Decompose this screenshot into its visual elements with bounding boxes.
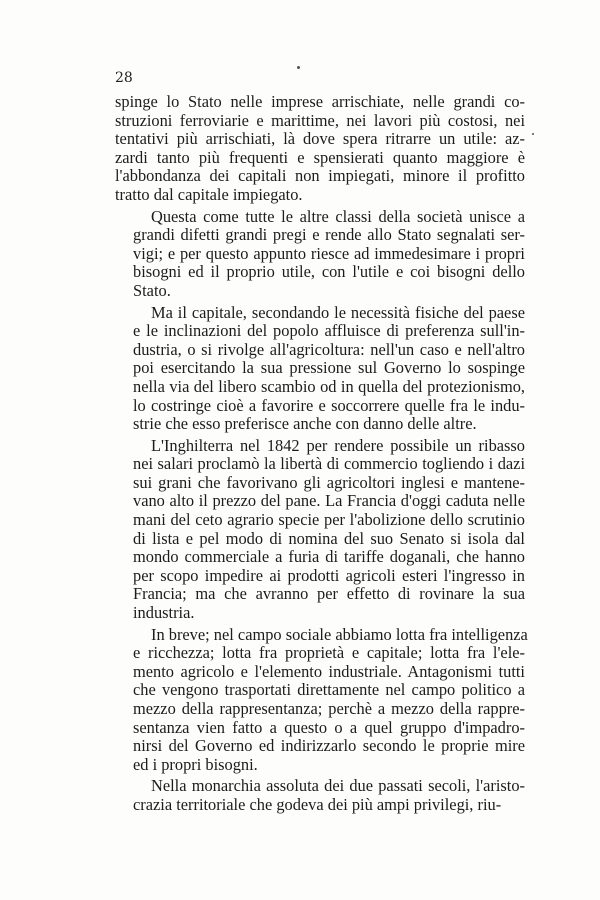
ink-speck (297, 66, 300, 69)
text-line: nei salari proclamò la libertà di commercio togliendo i dazi (133, 454, 525, 474)
paragraph (115, 777, 525, 814)
ink-speck (532, 133, 534, 135)
text-line: mani del ceto agrario specie per l'abolizione dello scrutinio (133, 510, 525, 530)
text-line: l'abbondanza dei capitali non impiegati, minore il profitto (115, 166, 525, 186)
text-line: dustria, o si rivolge all'agricoltura: nell'un caso e nell'altro (133, 339, 525, 359)
text-line: sentanza vien fatto a questo o a quel gruppo d'impadro- (133, 717, 525, 737)
text-line: zardi tanto più frequenti e spensierati quanto maggiore è (115, 147, 525, 167)
text-line: Stato. (133, 280, 171, 300)
paragraph (115, 437, 525, 623)
text-line: poi esercitando la sua pressione sul Governo lo sospinge (133, 358, 525, 378)
text-line: sui grani che favorivano gli agricoltori inglesi e mantene- (133, 472, 525, 492)
text-line: Ma il capitale, secondando le necessità fisiche del paese (151, 302, 525, 322)
text-line: di lista e pel modo di nomina del suo Senato si isola dal (133, 528, 525, 548)
text-line: In breve; nel campo sociale abbiamo lotta fra intelligenza (151, 624, 528, 644)
text-line: Francia; ma che avranno per effetto di rovinare la sua (133, 584, 525, 604)
paragraph (115, 624, 528, 775)
text-line: tratto dal capitale impiegato. (115, 184, 303, 204)
text-line: e le inclinazioni del popolo affluisce di preferenza sull'in- (133, 321, 525, 341)
text-line: e ricchezza; lotta fra proprietà e capitale; lotta fra l'ele- (133, 643, 525, 663)
text-line: nella via del libero scambio od in quella del protezionismo, (133, 376, 525, 396)
text-line: lo costringe cioè a favorire e soccorrere quelle fra le indu- (133, 395, 525, 415)
text-line: nirsi del Governo ed indirizzarlo secondo le proprie mire (133, 736, 525, 756)
text-line: vigi; e per questo appunto riesce ad immedesimare i propri (133, 243, 525, 263)
paragraph (115, 93, 525, 205)
page-number: 28 (115, 70, 133, 86)
text-line: L'Inghilterra nel 1842 per rendere possibile un ribasso (151, 435, 525, 455)
text-line: che vengono trasportati direttamente nel campo politico a (133, 680, 525, 700)
text-line: crazia territoriale che godeva dei più ampi privilegi, riu- (133, 794, 502, 814)
text-line: industria. (133, 603, 195, 623)
text-line: Questa come tutte le altre classi della società unisce a (151, 206, 525, 226)
text-line: spinge lo Stato nelle imprese arrischiate, nelle grandi co- (115, 92, 525, 111)
text-line: grandi difetti grandi pregi e rende allo Stato segnalati ser- (133, 225, 525, 245)
text-line: mento agricolo e l'elemento industriale. Antagonismi tutti (133, 661, 525, 681)
text-line: Nella monarchia assoluta dei due passati secoli, l'aristo- (151, 776, 525, 796)
paragraph (115, 208, 525, 301)
text-line: bisogni ed il proprio utile, con l'utile e coi bisogni dello (133, 262, 525, 282)
text-line: struzioni ferroviarie e marittime, nei lavori più costosi, nei (115, 110, 525, 130)
text-line: mezzo della rappresentanza; perchè a mezzo della rappre- (133, 699, 525, 718)
text-line: per scopo impedire ai prodotti agricoli esteri l'ingresso in (133, 565, 525, 585)
text-line: mondo commerciale a furia di tariffe doganali, che hanno (133, 547, 525, 567)
text-line: ed i propri bisogni. (133, 754, 258, 774)
paragraph (115, 304, 525, 434)
text-line: strie che esso preferisce anche con danno delle altre. (133, 414, 477, 434)
text-line: tentativi più arrischiati, là dove spera ritrarre un utile: az- (115, 129, 525, 149)
text-line: vano alto il prezzo del pane. La Francia d'oggi caduta nelle (133, 491, 525, 511)
body-text (115, 92, 528, 818)
